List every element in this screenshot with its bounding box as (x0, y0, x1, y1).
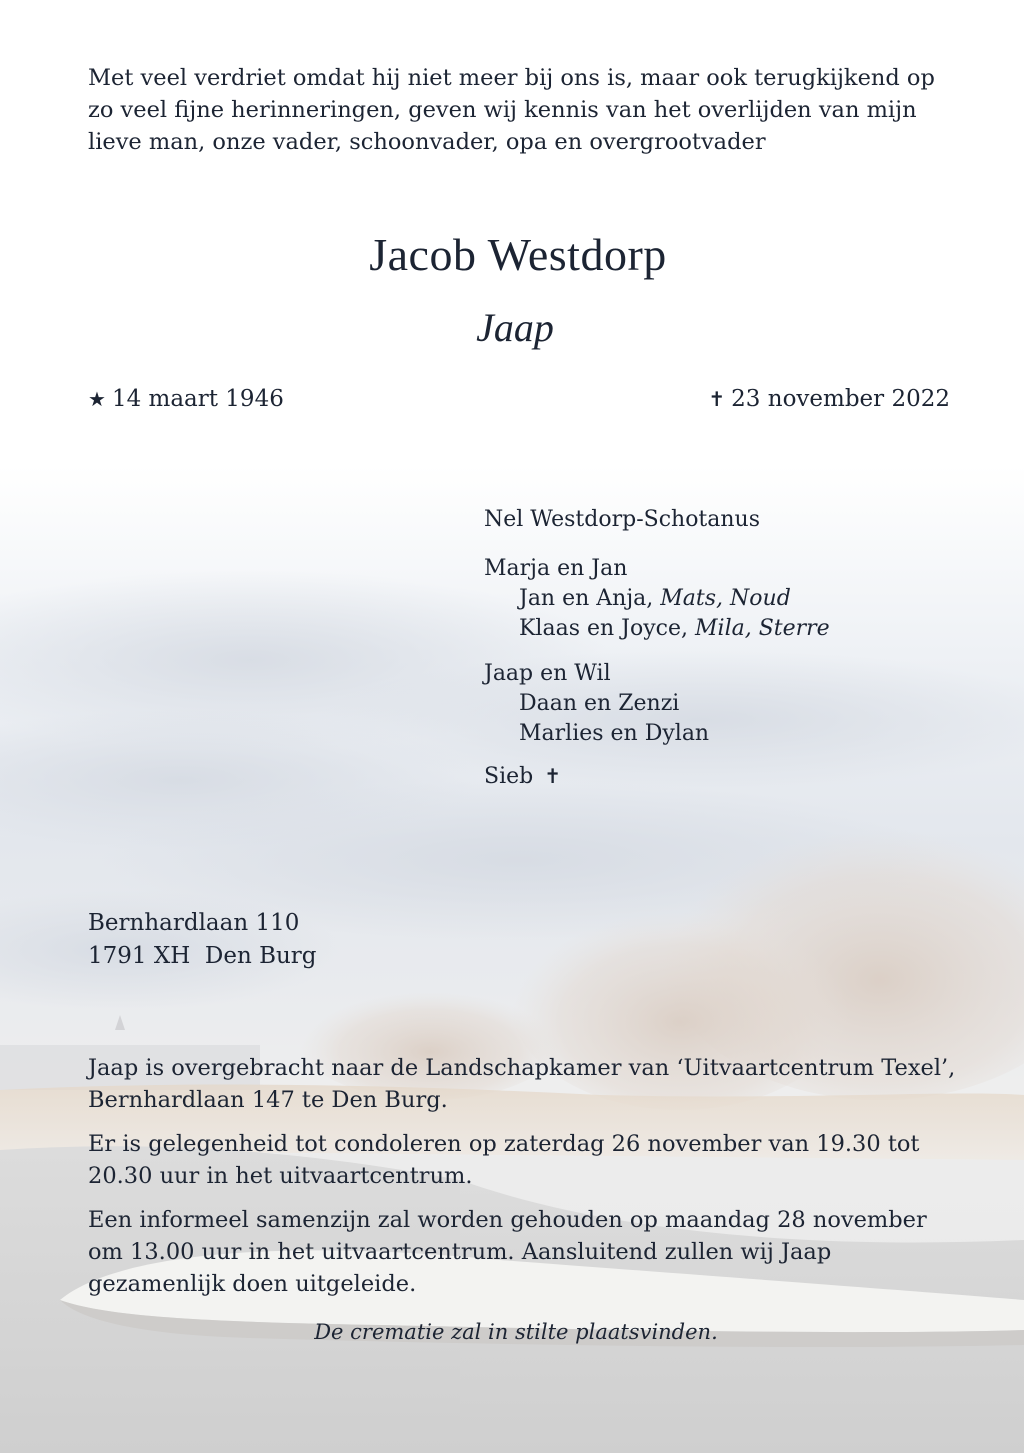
paragraph-condolence: Er is gelegenheid tot condoleren op zaterdag 26 november van 19.30 tot 20.30 uur in het uitvaartcentrum. (88, 1131, 920, 1189)
family-subrow: Marlies en Dylan (519, 721, 710, 746)
address-postal-city: 1791 XH Den Burg (88, 943, 317, 969)
family-group-head: Marja en Jan (484, 556, 628, 581)
closing-note: De crematie zal in stilte plaatsvinden. (314, 1320, 718, 1344)
family-subrow (484, 584, 830, 614)
deceased-name: Jacob Westdorp (369, 229, 667, 280)
paragraph-location: Jaap is overgebracht naar de Landschapkamer van ‘Uitvaartcentrum Texel’, Bernhardlaan 147 te Den Burg. (88, 1055, 956, 1113)
family-list (484, 505, 830, 791)
spouse-name: Nel Westdorp-Schotanus (484, 507, 761, 532)
family-subrow: Daan en Zenzi (519, 691, 680, 716)
intro-text: Met veel verdriet omdat hij niet meer bij ons is, maar ook terugkijkend op zo veel fijne herinneringen, geven wij kennis van het overlijden van mijn lieve man, onze vader, schoonvader, opa en overgrootvader (88, 65, 935, 155)
death-date (708, 386, 950, 412)
family-children: Mila, Sterre (695, 616, 830, 641)
correspondence-address (88, 907, 317, 973)
deceased-nickname: Jaap (476, 305, 554, 350)
family-subrow (484, 614, 830, 644)
family-last-member (484, 761, 830, 791)
family-group-head: Jaap en Wil (484, 661, 611, 686)
birth-date-text: 14 maart 1946 (111, 386, 284, 412)
star-icon: ★ (88, 387, 106, 411)
death-date-text: 23 november 2022 (731, 386, 950, 412)
paragraph-gathering: Een informeel samenzijn zal worden gehouden op maandag 28 november om 13.00 uur in het uitvaartcentrum. Aansluitend zullen wij Jaap gezamenlijk doen uitgeleide. (88, 1207, 927, 1297)
cross-icon: ✝ (544, 764, 561, 788)
family-couple: Jan en Anja, (519, 586, 654, 611)
family-last-name: Sieb (484, 764, 534, 789)
family-children: Mats, Noud (660, 586, 791, 611)
cross-icon: ✝ (708, 387, 726, 411)
family-couple: Klaas en Joyce, (519, 616, 688, 641)
address-street: Bernhardlaan 110 (88, 910, 300, 936)
birth-date (88, 386, 284, 412)
